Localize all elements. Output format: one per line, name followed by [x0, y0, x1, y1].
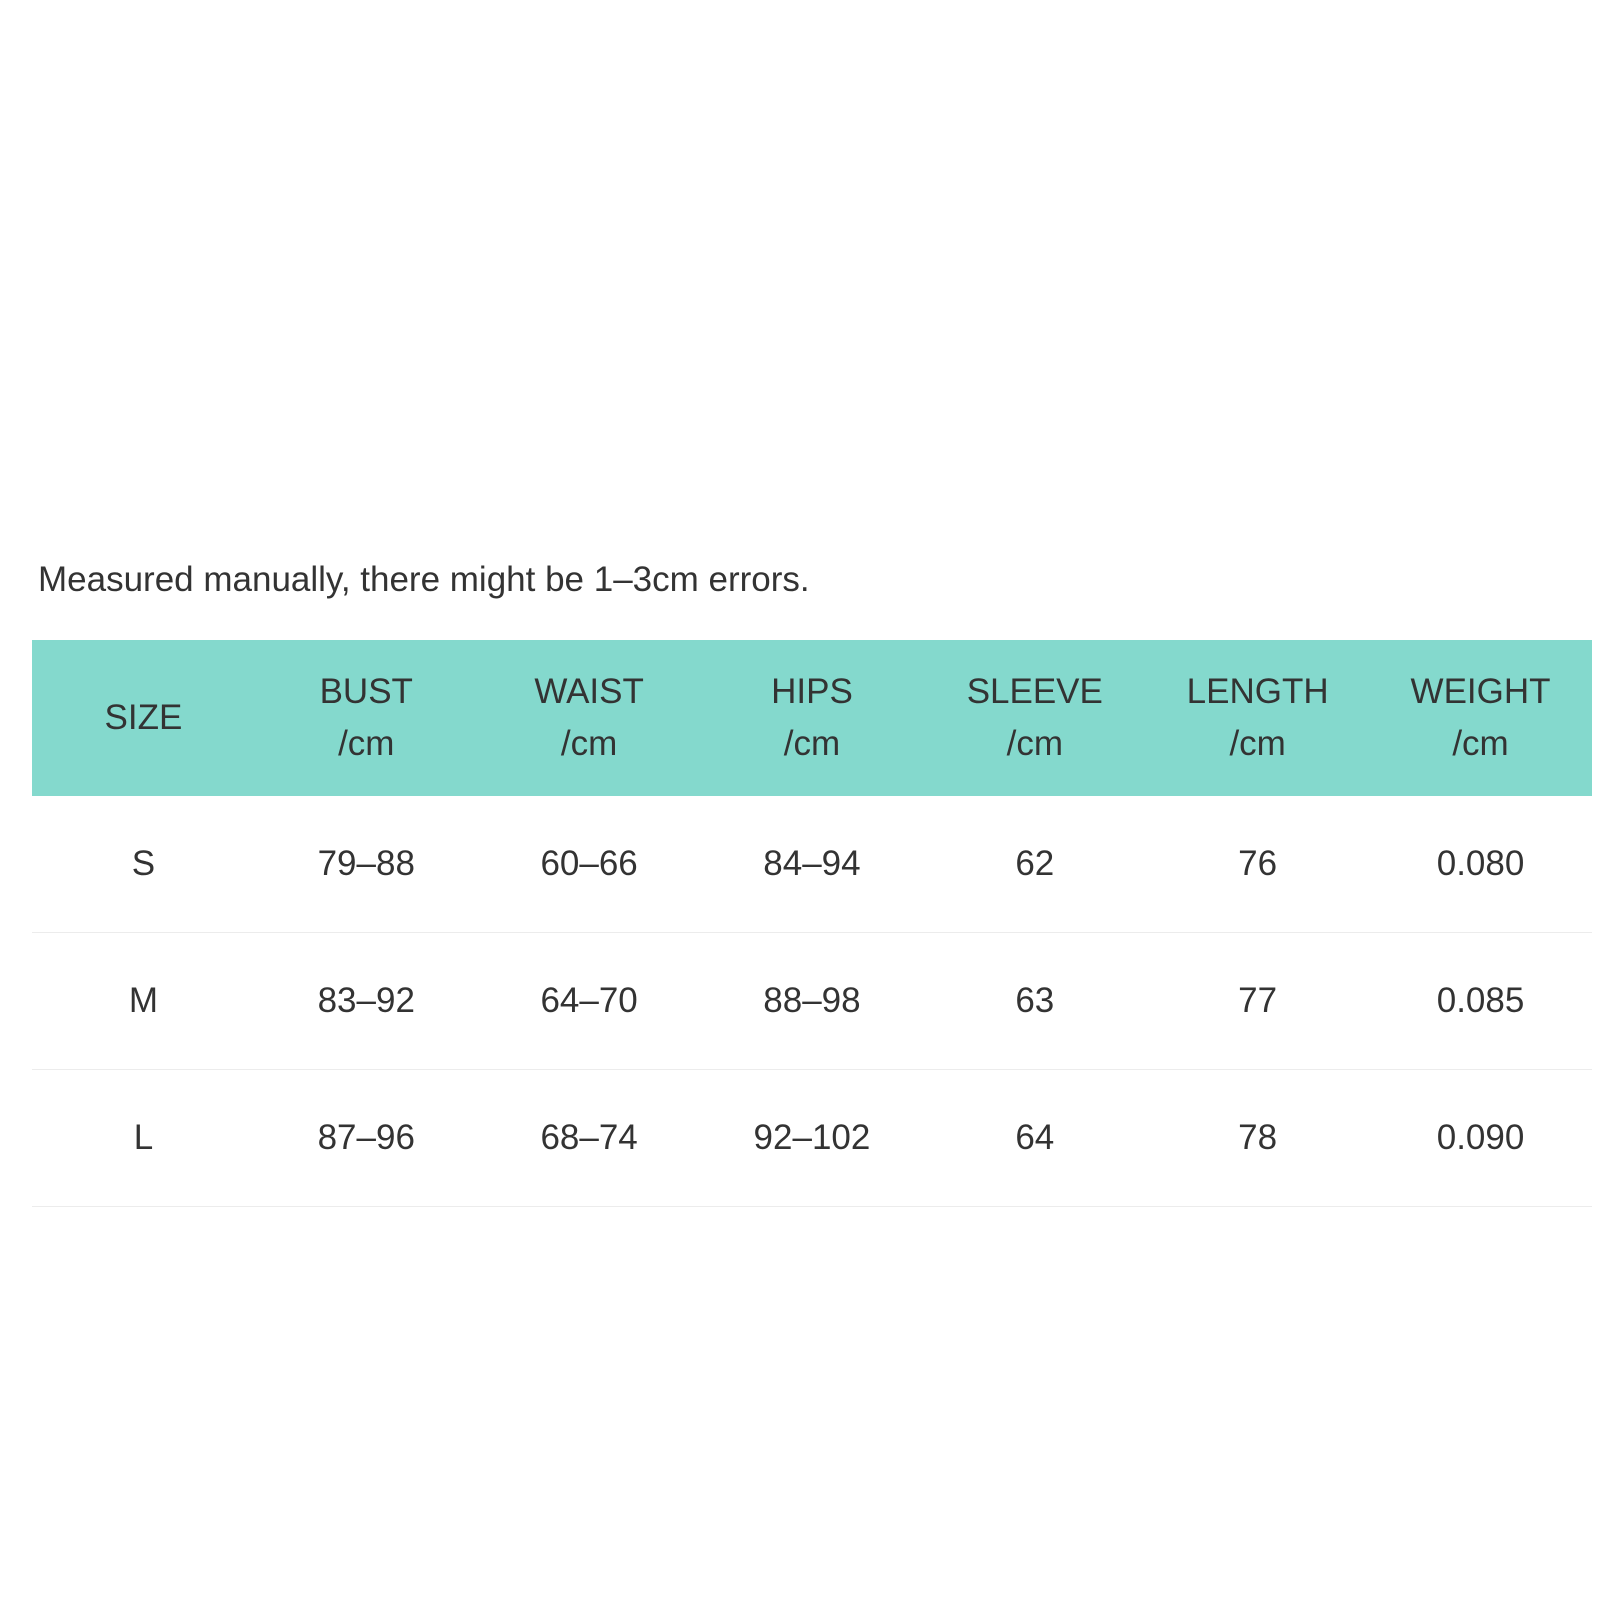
cell-hips: 92–102: [701, 1070, 924, 1207]
cell-size: L: [32, 1070, 255, 1207]
cell-length: 77: [1146, 933, 1369, 1070]
cell-length: 78: [1146, 1070, 1369, 1207]
header-weight-unit: /cm: [1452, 724, 1509, 763]
header-size-label: SIZE: [104, 698, 183, 737]
cell-bust: 83–92: [255, 933, 478, 1070]
header-waist: [478, 640, 701, 796]
cell-waist: 60–66: [478, 796, 701, 933]
cell-bust: 79–88: [255, 796, 478, 933]
header-waist-label: WAIST: [534, 672, 644, 711]
header-weight: [1369, 640, 1592, 796]
header-row: [32, 640, 1592, 796]
header-hips-label: HIPS: [771, 672, 853, 711]
header-length-unit: /cm: [1229, 724, 1286, 763]
header-hips-unit: /cm: [783, 724, 841, 763]
header-size: [32, 640, 255, 796]
cell-sleeve: 62: [923, 796, 1146, 933]
header-length-label: LENGTH: [1186, 672, 1329, 711]
header-waist-unit: /cm: [560, 724, 618, 763]
cell-waist: 68–74: [478, 1070, 701, 1207]
table-header: [32, 640, 1592, 796]
cell-waist: 64–70: [478, 933, 701, 1070]
table-row: [32, 796, 1592, 933]
cell-hips: 84–94: [701, 796, 924, 933]
cell-bust: 87–96: [255, 1070, 478, 1207]
cell-length: 76: [1146, 796, 1369, 933]
table-row: [32, 1070, 1592, 1207]
header-bust-unit: /cm: [338, 724, 395, 763]
header-bust: [255, 640, 478, 796]
header-weight-label: WEIGHT: [1410, 672, 1551, 711]
cell-weight: 0.080: [1369, 796, 1592, 933]
cell-size: S: [32, 796, 255, 933]
header-hips: [701, 640, 924, 796]
cell-sleeve: 63: [923, 933, 1146, 1070]
table-body: [32, 796, 1592, 1207]
header-sleeve: [923, 640, 1146, 796]
size-chart-table: [32, 640, 1592, 1207]
header-sleeve-label: SLEEVE: [966, 672, 1103, 711]
cell-weight: 0.085: [1369, 933, 1592, 1070]
table-row: [32, 933, 1592, 1070]
header-bust-label: BUST: [319, 672, 413, 711]
cell-size: M: [32, 933, 255, 1070]
measurement-note: Measured manually, there might be 1–3cm errors.: [38, 560, 810, 599]
cell-sleeve: 64: [923, 1070, 1146, 1207]
cell-weight: 0.090: [1369, 1070, 1592, 1207]
cell-hips: 88–98: [701, 933, 924, 1070]
header-sleeve-unit: /cm: [1006, 724, 1063, 763]
header-length: [1146, 640, 1369, 796]
